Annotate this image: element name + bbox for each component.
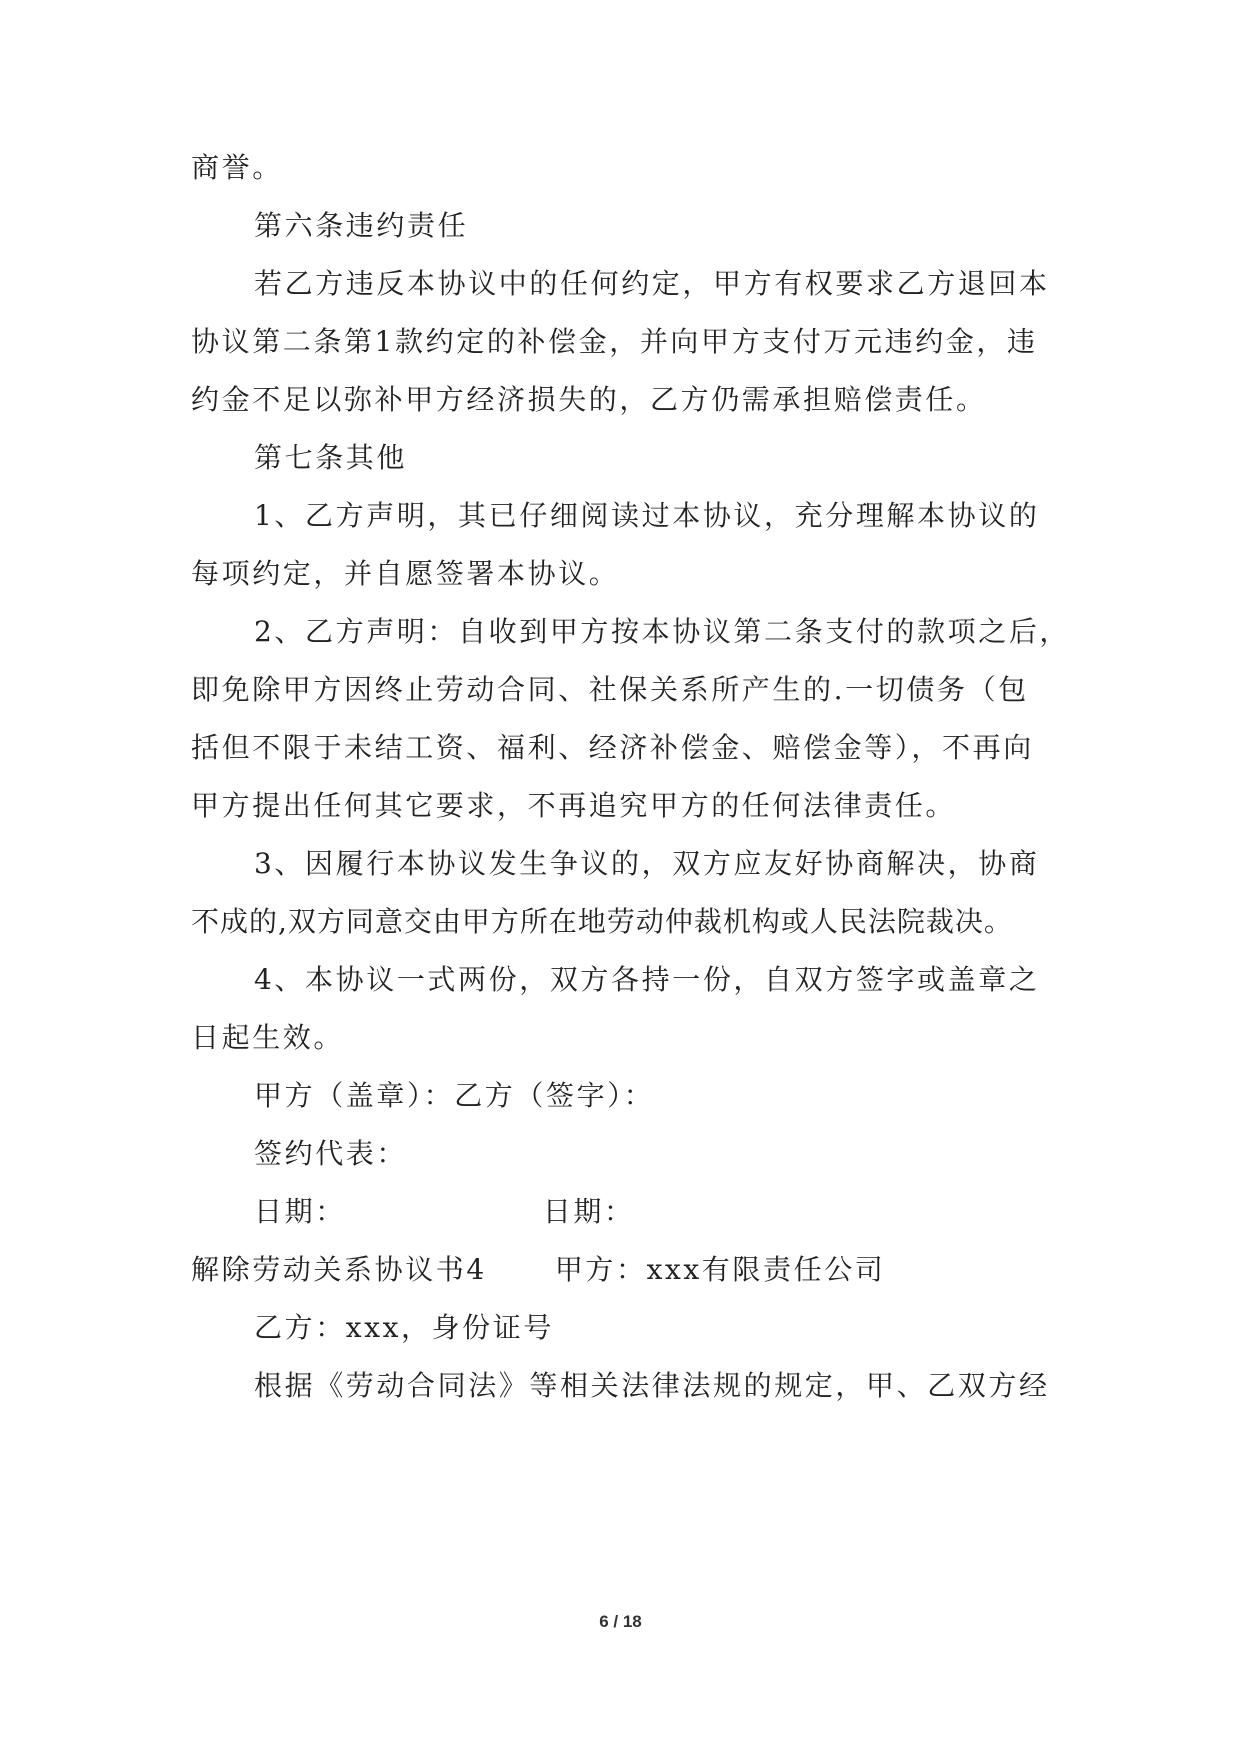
- article-7-heading: 第七条其他: [254, 441, 408, 474]
- paragraph-line: 2、乙方声明：自收到甲方按本协议第二条支付的款项之后，: [254, 615, 1071, 648]
- paragraph-line: 根据《劳动合同法》等相关法律法规的规定，甲、乙双方经: [254, 1369, 1050, 1402]
- party-b-line: 乙方：xxx，身份证号: [254, 1311, 554, 1344]
- paragraph-line: 商誉。: [191, 151, 283, 184]
- paragraph-line: 3、因履行本协议发生争议的，双方应友好协商解决，协商: [254, 847, 1040, 880]
- paragraph-line: 1、乙方声明，其已仔细阅读过本协议，充分理解本协议的: [254, 499, 1040, 532]
- paragraph-line: 甲方提出任何其它要求，不再追究甲方的任何法律责任。: [191, 789, 957, 822]
- page-number: 6 / 18: [599, 1612, 642, 1631]
- signature-parties-line: 甲方（盖章）：乙方（签字）：: [254, 1079, 655, 1112]
- paragraph-line: 每项约定，并自愿签署本协议。: [191, 557, 620, 590]
- paragraph-line: 若乙方违反本协议中的任何约定，甲方有权要求乙方退回本: [254, 267, 1050, 300]
- signing-representative-line: 签约代表：: [254, 1137, 408, 1170]
- agreement-heading-line: [191, 1250, 1071, 1290]
- paragraph-line: 不成的,双方同意交由甲方所在地劳动仲裁机构或人民法院裁决。: [191, 905, 1013, 938]
- date-line: [254, 1192, 1074, 1232]
- article-6-heading: 第六条违约责任: [254, 209, 469, 242]
- paragraph-line: 括但不限于未结工资、福利、经济补偿金、赔偿金等），不再向: [191, 731, 1034, 764]
- agreement-title: 解除劳动关系协议书4: [191, 1253, 487, 1286]
- paragraph-line: 即免除甲方因终止劳动合同、社保关系所产生的.一切债务（包: [191, 673, 1029, 706]
- paragraph-line: 日起生效。: [191, 1021, 345, 1054]
- party-a-name: 甲方：xxx有限责任公司: [554, 1253, 886, 1286]
- date-label-right: 日期：: [542, 1195, 635, 1228]
- paragraph-line: 协议第二条第1款约定的补偿金，并向甲方支付万元违约金，违: [191, 325, 1038, 358]
- paragraph-line: 约金不足以弥补甲方经济损失的，乙方仍需承担赔偿责任。: [191, 383, 987, 416]
- paragraph-line: 4、本协议一式两份，双方各持一份，自双方签字或盖章之: [254, 963, 1040, 996]
- date-label-left: 日期：: [254, 1195, 346, 1228]
